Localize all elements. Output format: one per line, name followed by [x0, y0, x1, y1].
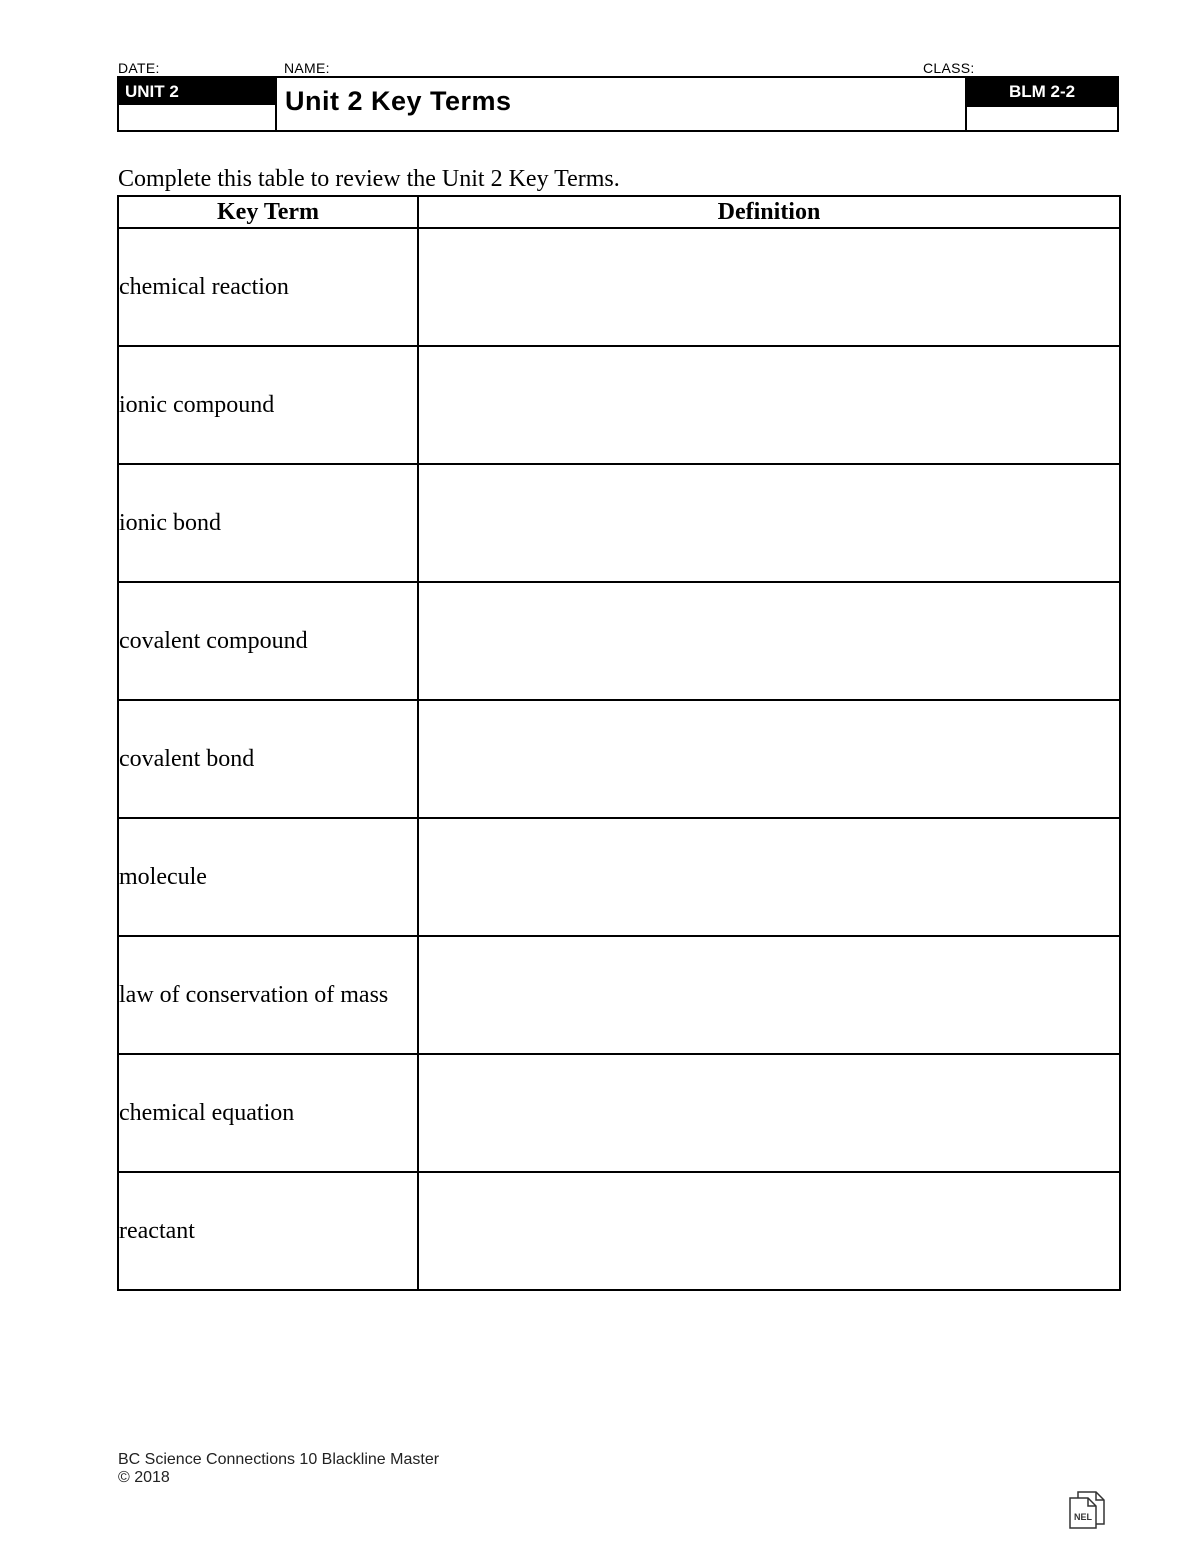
- table-row: [118, 346, 1120, 464]
- table-row: [118, 1054, 1120, 1172]
- definition-cell[interactable]: [418, 464, 1120, 582]
- definition-cell[interactable]: [418, 582, 1120, 700]
- table-row: [118, 464, 1120, 582]
- header-divider: [967, 105, 1117, 107]
- definition-cell[interactable]: [418, 700, 1120, 818]
- date-label: DATE:: [118, 60, 160, 76]
- definition-cell[interactable]: [418, 1054, 1120, 1172]
- definition-cell[interactable]: [418, 936, 1120, 1054]
- header-divider: [275, 78, 277, 130]
- definition-cell[interactable]: [418, 346, 1120, 464]
- table-row: [118, 818, 1120, 936]
- nel-logo-text: NEL: [1074, 1512, 1092, 1522]
- column-header-definition: Definition: [418, 196, 1120, 228]
- definition-cell[interactable]: [418, 818, 1120, 936]
- footer-publication: BC Science Connections 10 Blackline Master: [118, 1451, 440, 1468]
- key-term-cell: law of conservation of mass: [118, 936, 418, 1054]
- header-box: [117, 76, 1119, 132]
- class-label: CLASS:: [923, 60, 975, 76]
- instruction-text: Complete this table to review the Unit 2 Key Terms.: [118, 166, 620, 192]
- key-terms-table: [117, 195, 1121, 1291]
- nel-logo-icon: [1066, 1488, 1108, 1530]
- key-term-cell: ionic compound: [118, 346, 418, 464]
- table-row: [118, 1172, 1120, 1290]
- name-label: NAME:: [284, 60, 330, 76]
- table-row: [118, 936, 1120, 1054]
- definition-cell[interactable]: [418, 228, 1120, 346]
- table-row: [118, 582, 1120, 700]
- key-term-cell: molecule: [118, 818, 418, 936]
- key-term-cell: covalent bond: [118, 700, 418, 818]
- table-header-row: [118, 196, 1120, 228]
- key-term-cell: chemical equation: [118, 1054, 418, 1172]
- unit-badge: UNIT 2: [119, 78, 275, 105]
- table-row: [118, 700, 1120, 818]
- key-term-cell: ionic bond: [118, 464, 418, 582]
- blm-badge: BLM 2-2: [967, 78, 1117, 105]
- page-title: Unit 2 Key Terms: [285, 86, 512, 116]
- key-term-cell: covalent compound: [118, 582, 418, 700]
- footer-copyright: © 2018: [118, 1469, 170, 1486]
- key-term-cell: reactant: [118, 1172, 418, 1290]
- key-term-cell: chemical reaction: [118, 228, 418, 346]
- table-row: [118, 228, 1120, 346]
- column-header-key-term: Key Term: [118, 196, 418, 228]
- footer: [118, 1451, 439, 1487]
- definition-cell[interactable]: [418, 1172, 1120, 1290]
